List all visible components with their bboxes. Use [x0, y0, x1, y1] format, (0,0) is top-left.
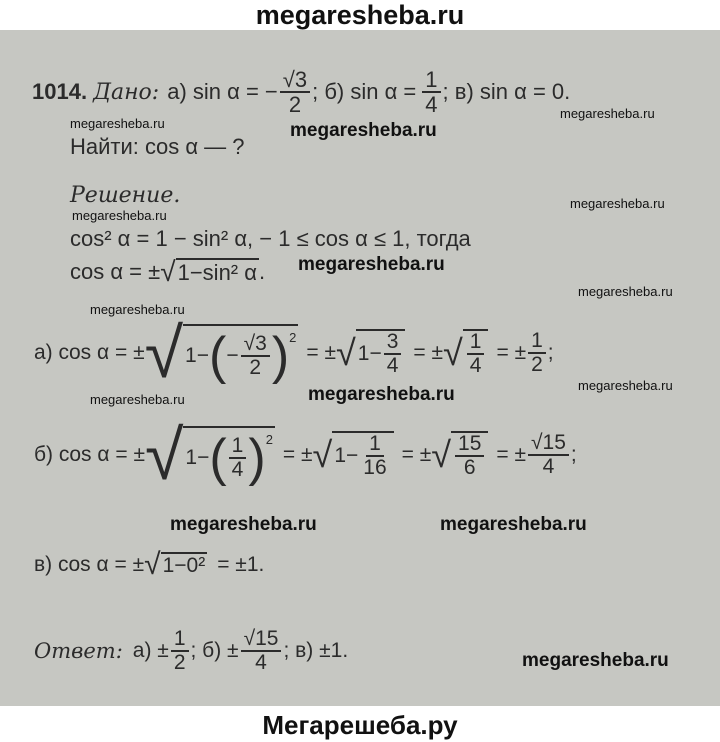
cos-formula-line: cos α = ± √ 1−sin² α .	[70, 256, 266, 287]
watermark-13: megaresheba.ru	[440, 514, 587, 535]
watermark-9: megaresheba.ru	[578, 378, 673, 393]
watermark-5: megaresheba.ru	[570, 196, 665, 211]
find-line: Найти: cos α — ?	[70, 134, 245, 159]
page-header: megaresheba.ru	[255, 0, 465, 30]
solution-label: Решение.	[70, 183, 181, 208]
given-label: Дано:	[93, 79, 160, 105]
answer-line: Ответ: а) ± $\frac{1}{2}$ ; б) ± $\frac{√15}{4}$ ; в) ±1.	[34, 627, 349, 675]
given-a-fraction: $\frac{√3}{2}$	[280, 68, 310, 116]
given-c: ; в) sin α = 0.	[442, 79, 571, 105]
watermark-3: megaresheba.ru	[560, 106, 655, 121]
problem-number: 1014.	[32, 79, 88, 105]
watermark-6: megaresheba.ru	[298, 254, 445, 275]
watermark-4: megaresheba.ru	[72, 208, 167, 223]
given-b-fraction: $\frac{1}{4}$	[422, 68, 440, 116]
given-line	[32, 68, 570, 116]
watermark-7: megaresheba.ru	[90, 302, 185, 317]
watermark-8: megaresheba.ru	[578, 284, 673, 299]
watermark-1: megaresheba.ru	[70, 116, 165, 131]
case-c-line: в) cos α = ± √ 1−0² = ±1.	[34, 548, 265, 581]
case-a-line: а) cos α = ± √ 1− ( − $\frac{√3}{2}$ ) $^2$ = ± √ 1− $\frac{3}{4}$ = ± √ $\frac{1}{4}$ = ± $\frac{1}{2}$ ;	[34, 314, 554, 392]
watermark-10: megaresheba.ru	[90, 392, 185, 407]
given-a: а) sin α = −	[167, 79, 278, 105]
case-b-line: б) cos α = ± √ 1− ( $\frac{1}{4}$ ) $^2$ = ± √ 1− $\frac{1}{16}$ = ± √ $\frac{15}{6}$ = ± $\frac{√15}{4}$ ;	[34, 416, 577, 494]
watermark-12: megaresheba.ru	[170, 514, 317, 535]
watermark-11: megaresheba.ru	[308, 384, 455, 405]
page-footer: Мегарешеба.ру	[262, 710, 458, 740]
watermark-2: megaresheba.ru	[290, 120, 437, 141]
watermark-14: megaresheba.ru	[522, 650, 669, 671]
identity-line: cos² α = 1 − sin² α, − 1 ≤ cos α ≤ 1, тогда	[70, 226, 471, 251]
given-b: ; б) sin α =	[312, 79, 417, 105]
